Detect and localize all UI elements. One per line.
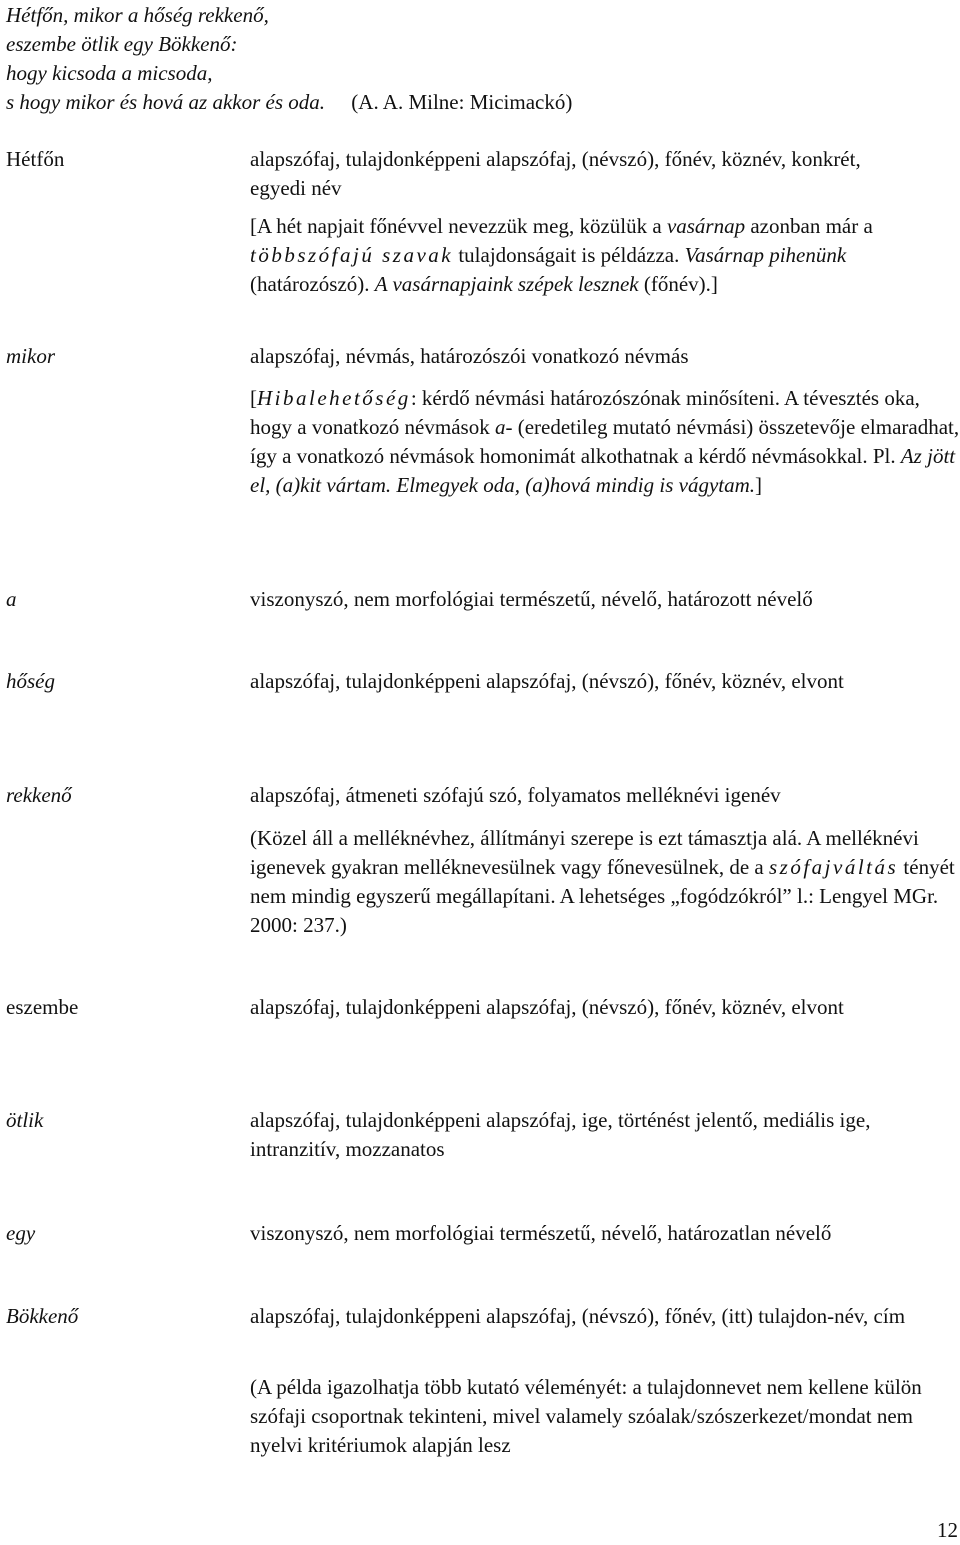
note-spaced-term: Hibalehetőség <box>257 386 411 410</box>
definition-eszembe: alapszófaj, tulajdonképpeni alapszófaj, (névszó), főnév, köznév, elvont <box>250 995 844 1019</box>
page-number: 12 <box>937 1518 958 1542</box>
note-spaced-term: többszófajú szavak <box>250 243 454 267</box>
definition-bokkeno: alapszófaj, tulajdonképpeni alapszófaj, (névszó), főnév, (itt) tulajdon-név, cím <box>250 1304 906 1328</box>
poem-line: Hétfőn, mikor a hőség rekkenő, <box>6 3 269 27</box>
note-text: (eredetileg mutató névmási) összetevője elmaradhat, így a vonatkozó névmások homonimát alkothatnak a kérdő névmásokkal. Pl. <box>250 415 960 468</box>
poem-line: hogy kicsoda a micsoda, <box>6 61 213 85</box>
term-bokkeno: Bökkenő <box>6 1304 79 1328</box>
note-italic: Az jött el, (a)kit vártam. Elmegyek oda, (a)hová mindig is vágytam. <box>250 444 956 497</box>
note-text: azonban már a <box>745 214 873 238</box>
note-italic: A vasárnapjaink szépek lesznek <box>374 272 639 296</box>
note-text: ] <box>755 473 763 497</box>
note-text: tulajdonságait is példázza. <box>453 243 685 267</box>
term-a: a <box>6 587 17 611</box>
definition-hoseg: alapszófaj, tulajdonképpeni alapszófaj, (névszó), főnév, köznév, elvont <box>250 669 844 693</box>
term-mikor: mikor <box>6 344 55 368</box>
poem-line <box>6 88 572 117</box>
note-spaced-term: szófajváltás <box>768 855 899 879</box>
definition-mikor: alapszófaj, névmás, határozószói vonatkozó névmás <box>250 344 689 368</box>
definition-hetfon: alapszófaj, tulajdonképpeni alapszófaj, (névszó), főnév, köznév, konkrét, egyedi név <box>250 147 861 200</box>
note-italic: Vasárnap pihenünk <box>684 243 847 267</box>
note-italic: vasárnap <box>666 214 746 238</box>
poem-line: eszembe ötlik egy Bökkenő: <box>6 32 238 56</box>
note-rekkeno <box>250 824 960 940</box>
poem-citation: (A. A. Milne: Micimackó) <box>351 90 573 114</box>
poem-last-line: s hogy mikor és hová az akkor és oda. <box>6 90 326 114</box>
term-hoseg: hőség <box>6 669 55 693</box>
note-hetfon <box>250 212 960 299</box>
definition-egy: viszonyszó, nem morfológiai természetű, névelő, határozatlan névelő <box>250 1221 832 1245</box>
term-egy: egy <box>6 1221 36 1245</box>
note-text: (Közel áll a melléknévhez, állítmányi szerepe is ezt támasztja alá. A melléknévi igenevek gyakran melléknevesülnek vagy főnevesülnek, de a <box>250 826 919 879</box>
note-text: [ <box>250 386 257 410</box>
poem-epigraph <box>6 1 572 117</box>
note-text: [A hét napjait főnévvel nevezzük meg, közülük a <box>250 214 667 238</box>
term-hetfon: Hétfőn <box>6 147 65 171</box>
term-rekkeno: rekkenő <box>6 783 72 807</box>
term-otlik: ötlik <box>6 1108 44 1132</box>
note-text: tényét nem mindig egyszerű megállapítani. A lehetséges „fogódzókról” l.: Lengyel MGr. 2000: 237.) <box>250 855 955 937</box>
definition-a: viszonyszó, nem morfológiai természetű, névelő, határozott névelő <box>250 587 813 611</box>
note-text: (határozószó). <box>250 272 375 296</box>
note-text: (főnév).] <box>638 272 718 296</box>
note-text: : kérdő névmási határozószónak minősíteni. A tévesztés oka, hogy a vonatkozó névmások <box>250 386 920 439</box>
note-text: (A példa igazolhatja több kutató véleményét: a tulajdonnevet nem kellene külön szófaji csoportnak tekinteni, mivel valamely szóalak/szószerkezet/mondat nem nyelvi kritériumok alapján lesz <box>250 1375 922 1457</box>
note-bokkeno <box>250 1373 960 1460</box>
term-eszembe: eszembe <box>6 995 79 1019</box>
definition-otlik: alapszófaj, tulajdonképpeni alapszófaj, ige, történést jelentő, mediális ige, intranzitív, mozzanatos <box>250 1108 871 1161</box>
definition-rekkeno: alapszófaj, átmeneti szófajú szó, folyamatos melléknévi igenév <box>250 783 781 807</box>
note-mikor <box>250 384 960 500</box>
note-italic: a- <box>494 415 513 439</box>
